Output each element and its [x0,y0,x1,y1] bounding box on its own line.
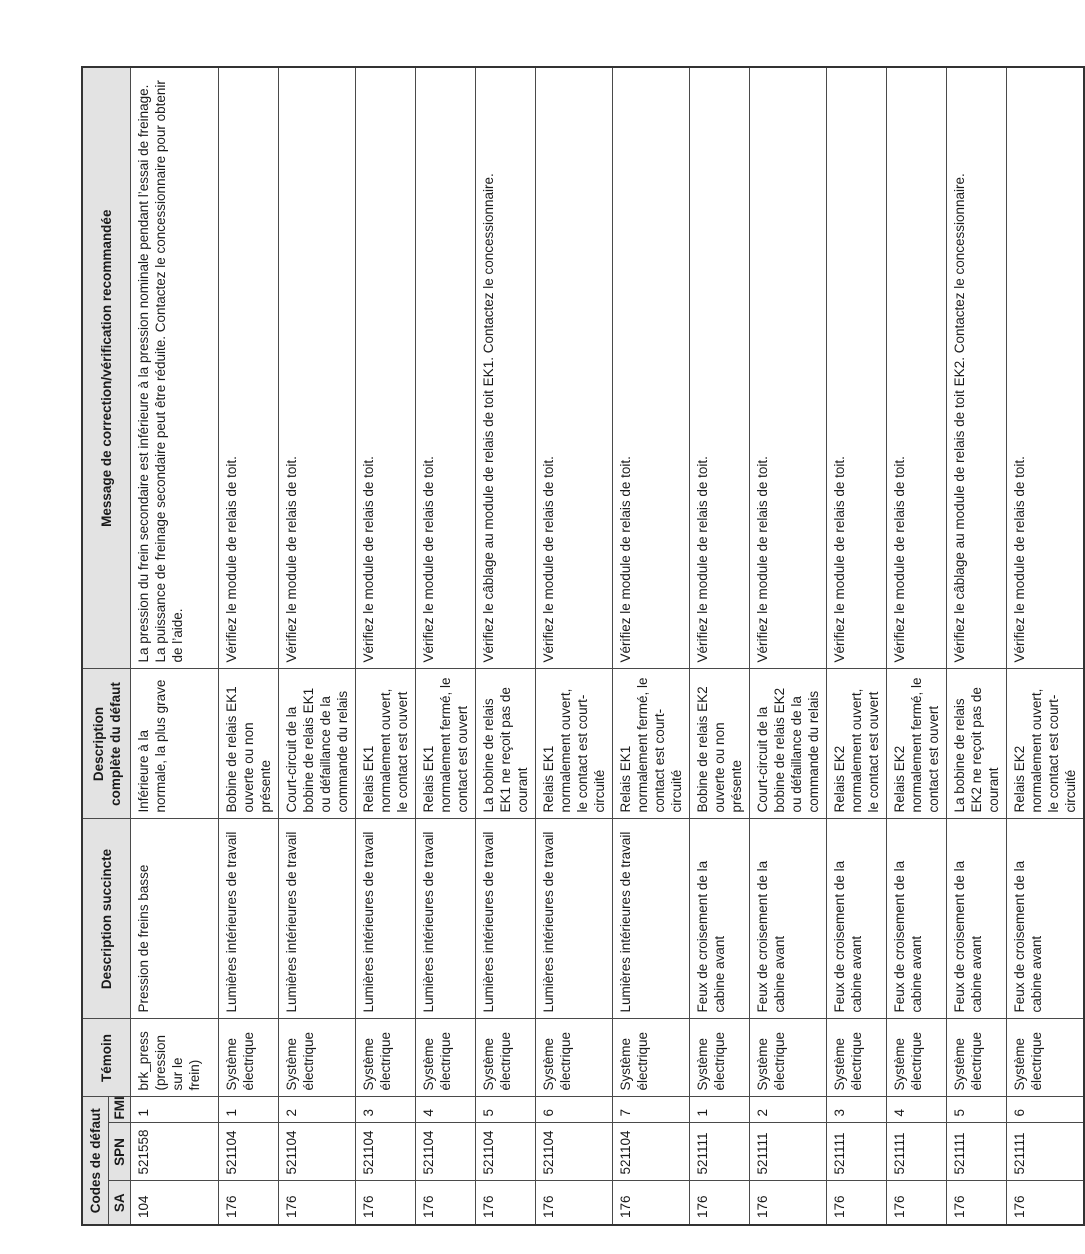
sa-cell: 176 [279,1181,356,1225]
short-description-cell: Lumières intérieures de travail [219,819,279,1019]
short-description-cell: Feux de croisement de la cabine avant [690,819,750,1019]
table-row [750,67,827,1225]
message-cell: Vérifiez le module de relais de toit. [416,67,476,669]
temoin-cell: Système électrique [887,1019,947,1097]
short-description-cell: Feux de croisement de la cabine avant [827,819,887,1019]
message-cell: La pression du frein secondaire est inférieure à la pression nominale pendant l’essai de freinage. La puissance de freinage secondaire peut être réduite. Contactez le concessionnaire pour obtenir de l’aide. [131,67,219,669]
spn-cell: 521104 [416,1123,476,1181]
full-description-cell: Bobine de relais EK1 ouverte ou non présente [219,669,279,819]
full-description-cell: Relais EK1 normalement fermé, le contact est ouvert [416,669,476,819]
spn-cell: 521104 [219,1123,279,1181]
fmi-cell: 4 [887,1097,947,1123]
header-temoin: Témoin [82,1019,131,1097]
short-description-cell: Lumières intérieures de travail [416,819,476,1019]
temoin-cell: Système électrique [536,1019,613,1097]
full-description-cell: Relais EK2 normalement fermé, le contact est ouvert [887,669,947,819]
sa-cell: 176 [476,1181,536,1225]
spn-cell: 521111 [1007,1123,1085,1181]
fmi-cell: 5 [947,1097,1007,1123]
short-description-cell: Lumières intérieures de travail [279,819,356,1019]
temoin-cell: Système électrique [827,1019,887,1097]
temoin-cell: Système électrique [476,1019,536,1097]
short-description-cell: Feux de croisement de la cabine avant [947,819,1007,1019]
table-row [947,67,1007,1225]
sa-cell: 176 [1007,1181,1085,1225]
spn-cell: 521111 [690,1123,750,1181]
short-description-cell: Feux de croisement de la cabine avant [887,819,947,1019]
table-row [887,67,947,1225]
full-description-cell: La bobine de relais EK1 ne reçoit pas de courant [476,669,536,819]
spn-cell: 521558 [131,1123,219,1181]
sa-cell: 176 [356,1181,416,1225]
spn-cell: 521111 [947,1123,1007,1181]
header-desc-full: Description complète du défaut [82,669,131,819]
fmi-cell: 6 [1007,1097,1085,1123]
spn-cell: 521104 [356,1123,416,1181]
short-description-cell: Lumières intérieures de travail [476,819,536,1019]
table-body [131,67,1085,1225]
table-row [536,67,613,1225]
full-description-cell: Relais EK1 normalement ouvert, le contact est court-circuité [536,669,613,819]
header-codes: Codes de défaut [82,1097,109,1225]
table-row [416,67,476,1225]
fmi-cell: 2 [750,1097,827,1123]
spn-cell: 521104 [536,1123,613,1181]
fault-code-table [81,66,1085,1226]
fmi-cell: 1 [131,1097,219,1123]
sa-cell: 176 [750,1181,827,1225]
table-row [131,67,219,1225]
message-cell: Vérifiez le module de relais de toit. [219,67,279,669]
temoin-cell: Système électrique [279,1019,356,1097]
fmi-cell: 4 [416,1097,476,1123]
spn-cell: 521111 [750,1123,827,1181]
temoin-cell: Système électrique [690,1019,750,1097]
table-row [613,67,690,1225]
message-cell: Vérifiez le module de relais de toit. [613,67,690,669]
message-cell: Vérifiez le module de relais de toit. [827,67,887,669]
temoin-cell: Système électrique [947,1019,1007,1097]
fmi-cell: 5 [476,1097,536,1123]
fmi-cell: 7 [613,1097,690,1123]
header-fmi: FMI [109,1097,131,1123]
message-cell: Vérifiez le module de relais de toit. [536,67,613,669]
full-description-cell: Bobine de relais EK2 ouverte ou non présente [690,669,750,819]
fmi-cell: 1 [219,1097,279,1123]
full-description-cell: La bobine de relais EK2 ne reçoit pas de courant [947,669,1007,819]
short-description-cell: Feux de croisement de la cabine avant [750,819,827,1019]
rotated-page [81,68,1078,1226]
table-row [219,67,279,1225]
message-cell: Vérifiez le câblage au module de relais de toit EK1. Contactez le concessionnaire. [476,67,536,669]
full-description-cell: Court-circuit de la bobine de relais EK2 ou défaillance de la commande du relais [750,669,827,819]
spn-cell: 521104 [613,1123,690,1181]
temoin-cell: Système électrique [416,1019,476,1097]
spn-cell: 521104 [279,1123,356,1181]
fmi-cell: 2 [279,1097,356,1123]
short-description-cell: Pression de freins basse [131,819,219,1019]
sa-cell: 176 [947,1181,1007,1225]
full-description-cell: Relais EK2 normalement ouvert, le contact est court-circuité [1007,669,1085,819]
sa-cell: 176 [536,1181,613,1225]
fmi-cell: 6 [536,1097,613,1123]
fmi-cell: 1 [690,1097,750,1123]
table-row [827,67,887,1225]
table-row [356,67,416,1225]
temoin-cell: Système électrique [356,1019,416,1097]
short-description-cell: Lumières intérieures de travail [536,819,613,1019]
message-cell: Vérifiez le module de relais de toit. [750,67,827,669]
temoin-cell: Système électrique [1007,1019,1085,1097]
full-description-cell: Relais EK2 normalement ouvert, le contact est ouvert [827,669,887,819]
full-description-cell: Court-circuit de la bobine de relais EK1 ou défaillance de la commande du relais [279,669,356,819]
sa-cell: 176 [613,1181,690,1225]
message-cell: Vérifiez le module de relais de toit. [356,67,416,669]
message-cell: Vérifiez le câblage au module de relais de toit EK2. Contactez le concessionnaire. [947,67,1007,669]
temoin-cell: Système électrique [613,1019,690,1097]
sa-cell: 176 [887,1181,947,1225]
fmi-cell: 3 [356,1097,416,1123]
temoin-cell: Système électrique [219,1019,279,1097]
spn-cell: 521104 [476,1123,536,1181]
sa-cell: 104 [131,1181,219,1225]
temoin-cell: Système électrique [750,1019,827,1097]
table-row [279,67,356,1225]
header-message: Message de correction/vérification recommandée [82,67,131,669]
header-desc-short: Description succincte [82,819,131,1019]
full-description-cell: Inférieure à la normale, la plus grave [131,669,219,819]
full-description-cell: Relais EK1 normalement ouvert, le contact est ouvert [356,669,416,819]
full-description-cell: Relais EK1 normalement fermé, le contact est court-circuité [613,669,690,819]
message-cell: Vérifiez le module de relais de toit. [279,67,356,669]
table-row [1007,67,1085,1225]
message-cell: Vérifiez le module de relais de toit. [887,67,947,669]
sa-cell: 176 [827,1181,887,1225]
short-description-cell: Feux de croisement de la cabine avant [1007,819,1085,1019]
fmi-cell: 3 [827,1097,887,1123]
header-spn: SPN [109,1123,131,1181]
message-cell: Vérifiez le module de relais de toit. [1007,67,1085,669]
header-sa: SA [109,1181,131,1225]
sa-cell: 176 [690,1181,750,1225]
short-description-cell: Lumières intérieures de travail [356,819,416,1019]
table-row [690,67,750,1225]
spn-cell: 521111 [827,1123,887,1181]
spn-cell: 521111 [887,1123,947,1181]
temoin-cell: brk_press (pression sur le frein) [131,1019,219,1097]
sa-cell: 176 [416,1181,476,1225]
table-row [476,67,536,1225]
message-cell: Vérifiez le module de relais de toit. [690,67,750,669]
short-description-cell: Lumières intérieures de travail [613,819,690,1019]
sa-cell: 176 [219,1181,279,1225]
